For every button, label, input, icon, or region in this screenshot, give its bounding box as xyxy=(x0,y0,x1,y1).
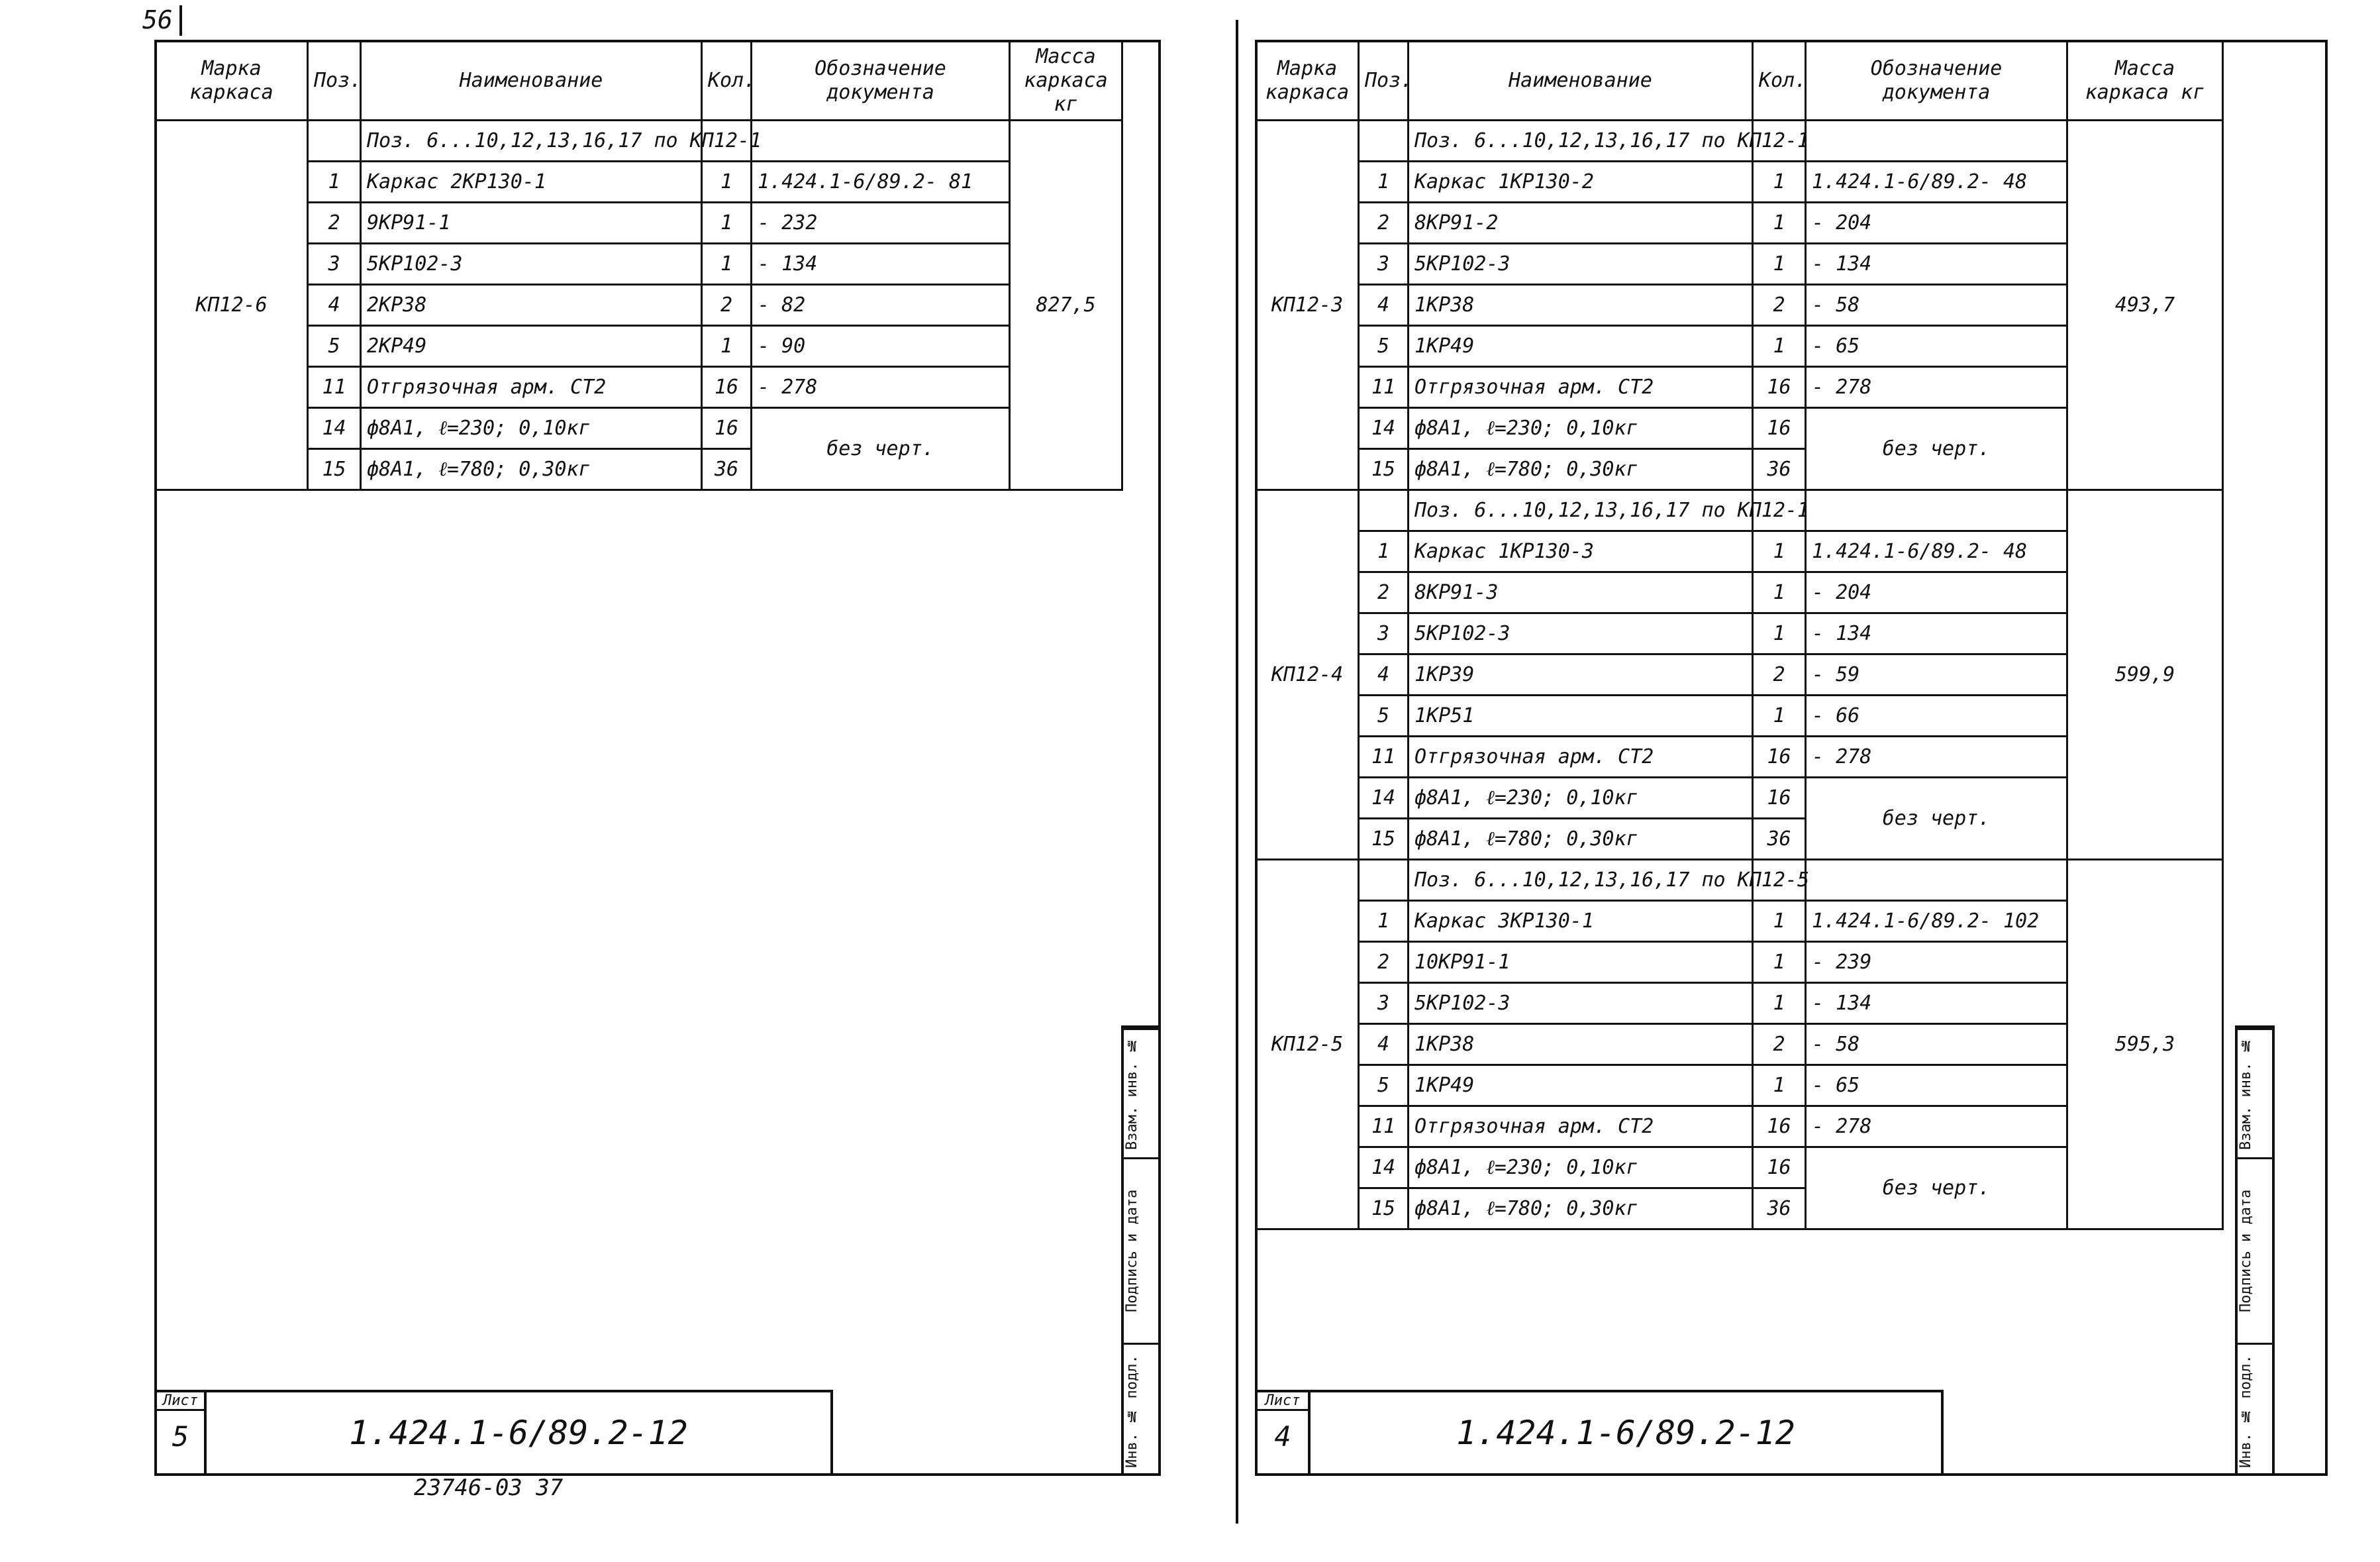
position-cell: 11 xyxy=(308,367,361,408)
name-cell: Каркас 1КР130-3 xyxy=(1409,531,1753,572)
designation-cell: - 278 xyxy=(752,367,1010,408)
left-approval-strip xyxy=(1121,1025,1161,1476)
quantity-cell: 16 xyxy=(1753,1147,1806,1188)
name-cell: 1КР38 xyxy=(1409,285,1753,326)
position-cell: 2 xyxy=(308,203,361,244)
header-pos: Поз. xyxy=(308,41,361,121)
frame-mark: КП12-5 xyxy=(1256,860,1359,1229)
designation-cell: - 278 xyxy=(1806,367,2067,408)
position-cell: 4 xyxy=(1359,654,1409,696)
quantity-cell: 36 xyxy=(1753,819,1806,860)
header-mass: Масса каркаса кг xyxy=(1010,41,1122,121)
designation-cell: - 278 xyxy=(1806,737,2067,778)
quantity-cell: 16 xyxy=(1753,737,1806,778)
name-cell: ф8А1, ℓ=780; 0,30кг xyxy=(1409,449,1753,490)
designation-cell: - 134 xyxy=(1806,244,2067,285)
position-cell: 4 xyxy=(1359,1024,1409,1065)
name-cell: Отгрязочная арм. СТ2 xyxy=(361,367,702,408)
name-cell: Каркас 3КР130-1 xyxy=(1409,901,1753,942)
quantity-cell: 2 xyxy=(1753,285,1806,326)
name-cell: Каркас 1КР130-2 xyxy=(1409,162,1753,203)
position-cell: 11 xyxy=(1359,737,1409,778)
position-cell xyxy=(1359,490,1409,531)
position-cell: 1 xyxy=(1359,162,1409,203)
position-cell: 14 xyxy=(1359,778,1409,819)
inventory-number: 23746-03 37 xyxy=(414,1475,564,1501)
designation-cell: - 58 xyxy=(1806,285,2067,326)
quantity-cell: 1 xyxy=(1753,203,1806,244)
right-strip-replaced: Взам. инв. № xyxy=(2238,1028,2272,1157)
position-cell: 3 xyxy=(1359,244,1409,285)
position-cell: 15 xyxy=(1359,819,1409,860)
table-row xyxy=(1256,490,2223,531)
quantity-cell: 2 xyxy=(1753,1024,1806,1065)
table-row xyxy=(1256,860,2223,901)
left-spec-body xyxy=(156,121,1122,490)
frame-mark: КП12-6 xyxy=(156,121,308,490)
position-cell: 3 xyxy=(1359,613,1409,654)
designation-cell: 1.424.1-6/89.2- 102 xyxy=(1806,901,2067,942)
designation-cell: - 90 xyxy=(752,326,1010,367)
quantity-cell: 1 xyxy=(1753,531,1806,572)
quantity-cell: 1 xyxy=(1753,983,1806,1024)
frame-mass: 595,3 xyxy=(2067,860,2223,1229)
right-approval-strip xyxy=(2235,1025,2275,1476)
position-cell: 2 xyxy=(1359,942,1409,983)
name-cell: 1КР38 xyxy=(1409,1024,1753,1065)
quantity-cell: 1 xyxy=(1753,901,1806,942)
header-mark: Марка каркаса xyxy=(156,41,308,121)
table-row xyxy=(1256,121,2223,162)
name-cell: 5КР102-3 xyxy=(1409,244,1753,285)
frame-mass: 493,7 xyxy=(2067,121,2223,490)
left-strip-inv-no: Инв. № подл. xyxy=(1124,1343,1158,1479)
page-number: 56 xyxy=(142,5,182,36)
position-cell: 1 xyxy=(1359,901,1409,942)
header-qty: Кол. xyxy=(1753,41,1806,121)
quantity-cell: 16 xyxy=(702,408,752,449)
position-cell xyxy=(1359,121,1409,162)
position-cell: 4 xyxy=(308,285,361,326)
quantity-cell: 1 xyxy=(702,203,752,244)
name-cell: 1КР49 xyxy=(1409,326,1753,367)
position-cell: 5 xyxy=(1359,1065,1409,1106)
name-cell: Отгрязочная арм. СТ2 xyxy=(1409,367,1753,408)
position-cell: 14 xyxy=(308,408,361,449)
position-cell: 15 xyxy=(308,449,361,490)
quantity-cell: 1 xyxy=(702,326,752,367)
position-cell: 3 xyxy=(1359,983,1409,1024)
name-cell: 1КР49 xyxy=(1409,1065,1753,1106)
quantity-cell: 16 xyxy=(1753,1106,1806,1147)
position-cell: 5 xyxy=(308,326,361,367)
quantity-cell: 16 xyxy=(1753,367,1806,408)
designation-cell: - 239 xyxy=(1806,942,2067,983)
designation-cell: без черт. xyxy=(1806,1147,2067,1229)
position-cell: 2 xyxy=(1359,203,1409,244)
quantity-cell: 1 xyxy=(1753,696,1806,737)
name-cell: ф8А1, ℓ=230; 0,10кг xyxy=(1409,408,1753,449)
left-spec-table xyxy=(154,40,1123,491)
designation-cell: - 204 xyxy=(1806,572,2067,613)
name-cell: ф8А1, ℓ=780; 0,30кг xyxy=(1409,1188,1753,1229)
frame-mass: 599,9 xyxy=(2067,490,2223,860)
header-designation: Обозначение документа xyxy=(752,41,1010,121)
designation-cell xyxy=(1806,490,2067,531)
designation-cell: - 58 xyxy=(1806,1024,2067,1065)
name-cell: Отгрязочная арм. СТ2 xyxy=(1409,1106,1753,1147)
header-mass: Масса каркаса кг xyxy=(2067,41,2223,121)
position-cell: 2 xyxy=(1359,572,1409,613)
quantity-cell: 1 xyxy=(1753,326,1806,367)
right-sheet-cell xyxy=(1255,1390,1311,1476)
quantity-cell: 1 xyxy=(1753,572,1806,613)
frame-mark: КП12-3 xyxy=(1256,121,1359,490)
header-qty: Кол. xyxy=(702,41,752,121)
position-cell: 1 xyxy=(308,162,361,203)
position-cell: 11 xyxy=(1359,367,1409,408)
name-cell: ф8А1, ℓ=780; 0,30кг xyxy=(361,449,702,490)
designation-cell: без черт. xyxy=(1806,408,2067,490)
name-cell: 5КР102-3 xyxy=(1409,983,1753,1024)
position-cell: 14 xyxy=(1359,1147,1409,1188)
right-spec-table xyxy=(1255,40,2224,1230)
name-cell: Каркас 2КР130-1 xyxy=(361,162,702,203)
quantity-cell: 36 xyxy=(1753,1188,1806,1229)
designation-cell xyxy=(752,121,1010,162)
designation-cell xyxy=(1806,121,2067,162)
position-cell xyxy=(1359,860,1409,901)
right-sheet-label: Лист xyxy=(1258,1392,1308,1411)
left-strip-sign-date: Подпись и дата xyxy=(1124,1157,1158,1343)
designation-cell: - 59 xyxy=(1806,654,2067,696)
quantity-cell: 2 xyxy=(1753,654,1806,696)
sheet-divider xyxy=(1236,20,1238,1524)
header-name: Наименование xyxy=(361,41,702,121)
quantity-cell: 1 xyxy=(702,244,752,285)
quantity-cell: 1 xyxy=(1753,1065,1806,1106)
designation-cell xyxy=(1806,860,2067,901)
designation-cell: - 66 xyxy=(1806,696,2067,737)
quantity-cell: 36 xyxy=(702,449,752,490)
left-sheet-label: Лист xyxy=(157,1392,204,1411)
name-cell: 5КР102-3 xyxy=(1409,613,1753,654)
position-cell: 5 xyxy=(1359,696,1409,737)
frame-mark: КП12-4 xyxy=(1256,490,1359,860)
name-cell: Поз. 6...10,12,13,16,17 по КП12-1 xyxy=(361,121,702,162)
name-cell: Поз. 6...10,12,13,16,17 по КП12-1 xyxy=(1409,121,1753,162)
name-cell: ф8А1, ℓ=230; 0,10кг xyxy=(1409,1147,1753,1188)
name-cell: 2КР49 xyxy=(361,326,702,367)
designation-cell: 1.424.1-6/89.2- 48 xyxy=(1806,162,2067,203)
right-doc-code: 1.424.1-6/89.2-12 xyxy=(1456,1414,1795,1452)
name-cell: 1КР51 xyxy=(1409,696,1753,737)
designation-cell: 1.424.1-6/89.2- 81 xyxy=(752,162,1010,203)
position-cell: 1 xyxy=(1359,531,1409,572)
right-strip-inv-no: Инв. № подл. xyxy=(2238,1343,2272,1479)
designation-cell: - 65 xyxy=(1806,1065,2067,1106)
position-cell: 15 xyxy=(1359,1188,1409,1229)
designation-cell: без черт. xyxy=(752,408,1010,490)
header-designation: Обозначение документа xyxy=(1806,41,2067,121)
designation-cell: - 204 xyxy=(1806,203,2067,244)
right-strip-sign-date: Подпись и дата xyxy=(2238,1157,2272,1343)
name-cell: Поз. 6...10,12,13,16,17 по КП12-5 xyxy=(1409,860,1753,901)
designation-cell: - 65 xyxy=(1806,326,2067,367)
quantity-cell: 2 xyxy=(702,285,752,326)
header-name: Наименование xyxy=(1409,41,1753,121)
frame-mass: 827,5 xyxy=(1010,121,1122,490)
designation-cell: - 278 xyxy=(1806,1106,2067,1147)
position-cell: 14 xyxy=(1359,408,1409,449)
position-cell: 11 xyxy=(1359,1106,1409,1147)
name-cell: 5КР102-3 xyxy=(361,244,702,285)
position-cell: 4 xyxy=(1359,285,1409,326)
designation-cell: без черт. xyxy=(1806,778,2067,860)
quantity-cell: 36 xyxy=(1753,449,1806,490)
position-cell: 3 xyxy=(308,244,361,285)
right-spec-body xyxy=(1256,121,2223,1229)
left-doc-code: 1.424.1-6/89.2-12 xyxy=(349,1414,688,1452)
position-cell: 5 xyxy=(1359,326,1409,367)
designation-cell: - 82 xyxy=(752,285,1010,326)
name-cell: ф8А1, ℓ=780; 0,30кг xyxy=(1409,819,1753,860)
designation-cell: - 134 xyxy=(1806,613,2067,654)
quantity-cell: 1 xyxy=(1753,162,1806,203)
header-pos: Поз. xyxy=(1359,41,1409,121)
quantity-cell: 16 xyxy=(1753,408,1806,449)
right-sheet-number: 4 xyxy=(1274,1420,1291,1453)
designation-cell: - 134 xyxy=(752,244,1010,285)
quantity-cell: 16 xyxy=(702,367,752,408)
name-cell: Поз. 6...10,12,13,16,17 по КП12-1 xyxy=(1409,490,1753,531)
position-cell xyxy=(308,121,361,162)
left-sheet-number: 5 xyxy=(172,1420,189,1453)
position-cell: 15 xyxy=(1359,449,1409,490)
name-cell: Отгрязочная арм. СТ2 xyxy=(1409,737,1753,778)
quantity-cell: 1 xyxy=(1753,613,1806,654)
name-cell: 9КР91-1 xyxy=(361,203,702,244)
left-strip-replaced: Взам. инв. № xyxy=(1124,1028,1158,1157)
table-row xyxy=(156,121,1122,162)
name-cell: 8КР91-2 xyxy=(1409,203,1753,244)
designation-cell: 1.424.1-6/89.2- 48 xyxy=(1806,531,2067,572)
quantity-cell: 1 xyxy=(702,162,752,203)
designation-cell: - 232 xyxy=(752,203,1010,244)
quantity-cell: 1 xyxy=(1753,244,1806,285)
left-sheet-cell xyxy=(154,1390,207,1476)
name-cell: ф8А1, ℓ=230; 0,10кг xyxy=(361,408,702,449)
left-title-block xyxy=(204,1390,833,1476)
header-mark: Марка каркаса xyxy=(1256,41,1359,121)
name-cell: 2КР38 xyxy=(361,285,702,326)
name-cell: 8КР91-3 xyxy=(1409,572,1753,613)
quantity-cell: 16 xyxy=(1753,778,1806,819)
right-title-block xyxy=(1308,1390,1944,1476)
name-cell: 1КР39 xyxy=(1409,654,1753,696)
name-cell: 10КР91-1 xyxy=(1409,942,1753,983)
name-cell: ф8А1, ℓ=230; 0,10кг xyxy=(1409,778,1753,819)
designation-cell: - 134 xyxy=(1806,983,2067,1024)
quantity-cell: 1 xyxy=(1753,942,1806,983)
